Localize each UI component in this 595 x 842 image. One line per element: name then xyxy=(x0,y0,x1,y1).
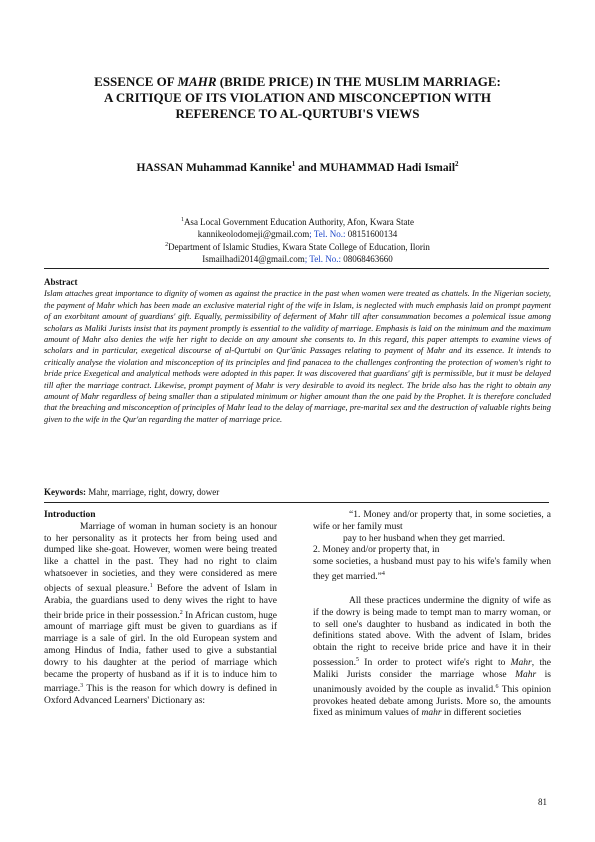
author-1: HASSAN Muhammad Kannike xyxy=(136,161,292,174)
p2-text-c: , the Maliki Jurists consider the marriage whose xyxy=(313,658,552,680)
quote-line-2: pay to her husband when they get married. xyxy=(343,533,505,544)
affiliation-2-institution: Department of Islamic Studies, Kwara State College of Education, Ilorin xyxy=(168,242,430,252)
affiliation-2-tel-label[interactable]: ; Tel. No.: xyxy=(304,253,341,264)
author-line xyxy=(40,160,555,174)
affiliation-2-phone: 08068463660 xyxy=(340,253,393,264)
footnote-ref-4: 4 xyxy=(381,570,385,577)
p2-text-e: This opinion provokes heated debate among Jurists. More so, the amounts fixed as minimum values of xyxy=(313,684,551,719)
left-column xyxy=(44,510,277,708)
keywords-text: Mahr, marriage, right, dowry, dower xyxy=(86,487,220,497)
footnote-ref-5: 5 xyxy=(356,656,360,663)
intro-text-d: This is the reason for which dowry is defined in Oxford Advanced Learners' Dictionary as: xyxy=(44,684,277,707)
author-1-sup: 1 xyxy=(291,160,296,168)
affiliation-2-sup: 2 xyxy=(165,242,169,248)
page-number: 81 xyxy=(538,797,547,807)
abstract-section xyxy=(44,277,551,425)
keywords-label: Keywords: xyxy=(44,487,86,497)
introduction-paragraph xyxy=(44,522,277,708)
title-suffix: (BRIDE PRICE) IN THE MUSLIM MARRIAGE: xyxy=(216,74,501,89)
keywords-line xyxy=(44,487,549,497)
p2-mahr-italic-3: mahr xyxy=(421,708,442,719)
affiliation-1-email[interactable]: kannikeolodomeji@gmail.com xyxy=(197,228,310,239)
affiliation-1-sup: 1 xyxy=(180,217,184,223)
right-column xyxy=(313,510,551,720)
quote-line-3: 2. Money and/or property that, in xyxy=(313,545,440,556)
affiliation-2-contact xyxy=(40,254,555,266)
intro-text-b: Before the advent of Islam in Arabia, the guardians used to deny wives the right to have their bride price in their possession. xyxy=(44,583,277,621)
footnote-ref-2: 2 xyxy=(179,609,183,616)
title-mahr-italic: MAHR xyxy=(177,74,217,89)
affiliation-1-phone: 08151600134 xyxy=(345,228,398,239)
title-prefix: ESSENCE OF xyxy=(94,74,178,89)
footnote-ref-1: 1 xyxy=(149,582,153,589)
introduction-heading: Introduction xyxy=(44,510,96,520)
title-line-3: REFERENCE TO AL-QURTUBI'S VIEWS xyxy=(175,106,420,121)
abstract-text: Islam attaches great importance to dignity of women as against the practice in the past when women were treated as chattels. In the Nigerian society, the payment of Mahr which has been made an exclusive material right of the wife in Islam, is neglected with much emphasis laid on prompt payment of an exorbitant amount of guardians' gift. Equally, permissibility of deferment of Mahr till after consummation becomes a polemical issue among scholars as Maliki Jurists insist that its payment promptly is essential to the validity of marriage. Emphasis is laid on the minimum and the maximum amount of Mahr also denies the wife her right to decide on any amount she consents to. In this regard, this paper attempts to examine views of scholars and in particular, exegetical discourse of al-Qurtubi on Qur'ānic Passages relating to payment of Mahr and its essence. It intends to critically analyse the violation and misconception of its principles and find panacea to the challenges confronting the protection of women's right to bride price Exegetical and analytical methods were adopted in this paper. It was discovered that guardians' gift is permissible, but it must be delayed till after the marriage contract. Likewise, prompt payment of Mahr is very desirable to avoid its neglect. The bride also has the right to obtain any amount of Mahr regardless of being smaller than a stipulated minimum or higher amount than the one paid by the Prophet. It is therefore concluded that the breaching and misconception of principles of Mahr lead to the delay of marriage, pre-marital sex and the destruction of valuable rights being given to the wife in the Qur'an regarding the matter of marriage price. xyxy=(44,288,551,424)
p2-mahr-italic-2: Mahr xyxy=(515,669,537,680)
divider-top xyxy=(44,268,549,269)
paragraph-spacer xyxy=(313,584,551,596)
author-2: MUHAMMAD Hadi Ismail xyxy=(319,161,456,174)
author-2-sup: 2 xyxy=(455,160,459,168)
footnote-ref-6: 6 xyxy=(495,683,499,690)
affiliation-1-tel-label[interactable]: ; Tel. No.: xyxy=(309,228,346,239)
p2-text-b: In order to protect wife's right to xyxy=(359,658,511,669)
intro-text-a: Marriage of woman in human society is an honour to her personality as it protects her from being used and dumped like she-goat. However, women were being treated like a chattel in the past. They had no right to claim whatsoever in societies, and they were considered as mere objects of sexual pleasure. xyxy=(44,521,277,594)
author-connector: and xyxy=(295,161,320,174)
divider-bottom xyxy=(44,502,549,503)
affiliations xyxy=(40,215,555,265)
affiliation-2-email[interactable]: Ismailhadi2014@gmail.com xyxy=(202,253,305,264)
p2-text-f: in different societies xyxy=(441,708,522,719)
intro-text-c: In African custom, huge amount of marriage gift must be given to guardians as if marriage is a sale of girl. In the old European system and among Hindus of India, father used to give a substantial dowry to his daughter at the period of marriage which became the property of husband as if it is to induce him to marriage. xyxy=(44,610,278,695)
quote-line-1: “1. Money and/or property that, in some societies, a wife or her family must xyxy=(313,510,551,532)
body-paragraph-2 xyxy=(313,596,551,720)
quote-line-4-text: some societies, a husband must pay to his wife's family when they get married.” xyxy=(313,557,551,583)
title-line-2: A CRITIQUE OF ITS VIOLATION AND MISCONCEPTION WITH xyxy=(103,90,492,105)
affiliation-1-institution: Asa Local Government Education Authority, Afon, Kwara State xyxy=(183,217,415,227)
p2-text-a: All these practices undermine the dignity of wife as if the dowry is being made to tempt man to marry woman, or to sell one's daughter to husband as indicated in both the definitions stated above. With the advent of Islam, brides obtain the right to receive bride price and have it in their possession. xyxy=(313,595,551,669)
footnote-ref-3: 3 xyxy=(80,683,84,690)
affiliation-1-contact xyxy=(40,229,555,241)
affiliation-2 xyxy=(40,240,555,254)
quote-line-4 xyxy=(313,557,551,584)
p2-mahr-italic-1: Mahr xyxy=(510,658,532,669)
p2-text-d: is unanimously avoided by the couple as invalid. xyxy=(313,669,551,695)
abstract-heading: Abstract xyxy=(44,277,78,287)
title-line-1 xyxy=(40,74,555,90)
paper-title xyxy=(40,74,555,122)
affiliation-1 xyxy=(40,215,555,229)
